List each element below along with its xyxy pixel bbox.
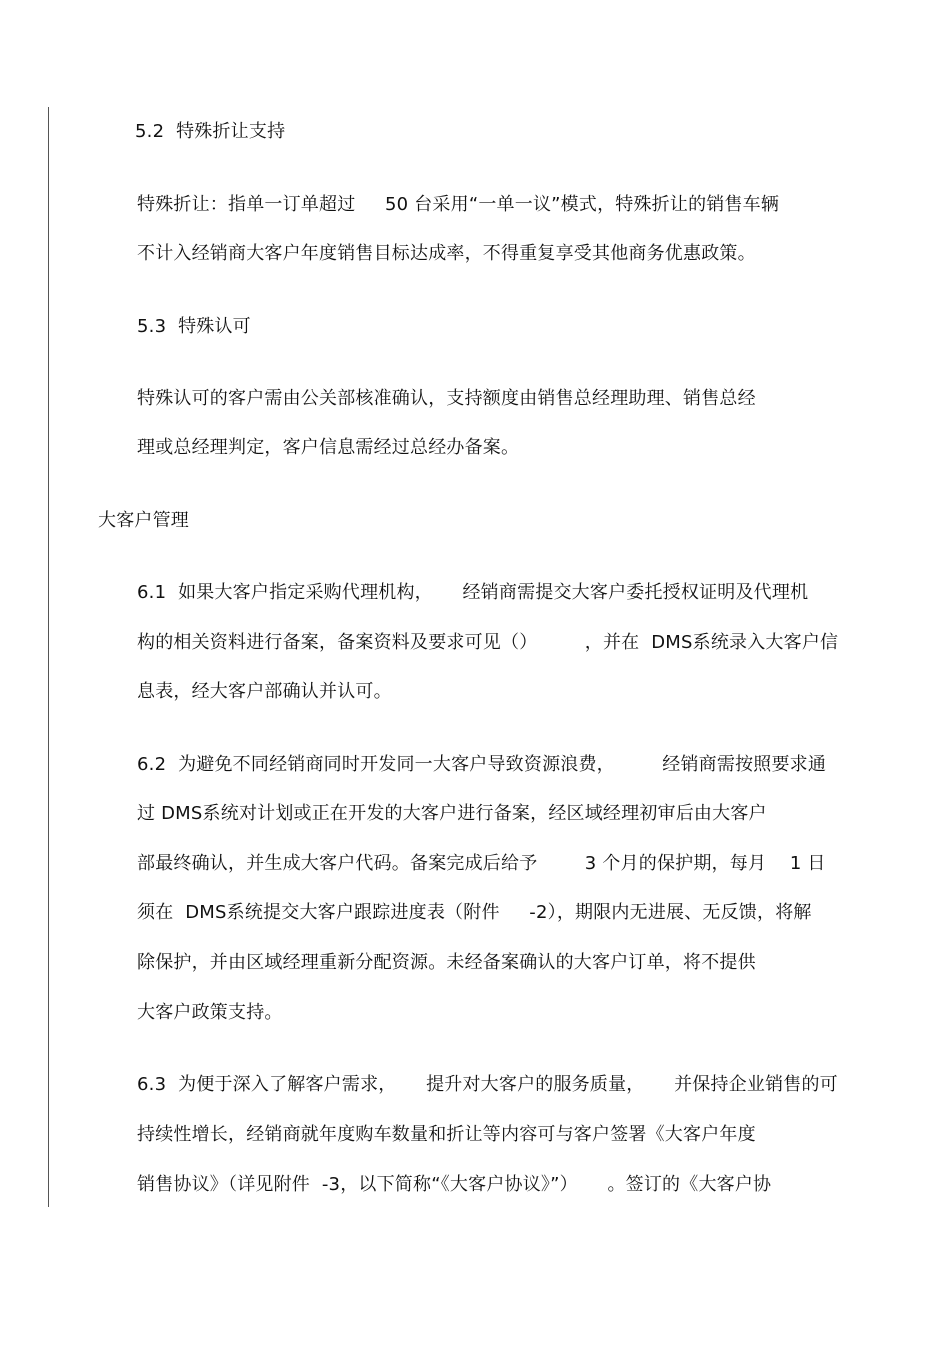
- paragraph-line: 持续性增长，经销商就年度购车数量和折让等内容可与客户签署《大客户年度: [137, 1124, 756, 1145]
- paragraph-line: 6.1 如果大客户指定采购代理机构， 经销商需提交大客户委托授权证明及代理机: [137, 582, 809, 603]
- section-heading-5-2: 5.2 特殊折让支持: [135, 121, 286, 142]
- paragraph-line: 须在 DMS系统提交大客户跟踪进度表（附件 -2），期限内无进展、无反馈，将解: [137, 902, 812, 923]
- paragraph-line: 除保护，并由区域经理重新分配资源。未经备案确认的大客户订单，将不提供: [137, 952, 756, 973]
- paragraph-line: 构的相关资料进行备案，备案资料及要求可见（） ，并在 DMS系统录入大客户信: [137, 632, 839, 653]
- paragraph-line: 6.3 为便于深入了解客户需求， 提升对大客户的服务质量， 并保持企业销售的可: [137, 1074, 838, 1095]
- paragraph-line: 大客户政策支持。: [137, 1002, 283, 1023]
- paragraph-line: 特殊折让：指单一订单超过 50 台采用“一单一议”模式，特殊折让的销售车辆: [137, 194, 780, 215]
- section-heading-5-3: 5.3 特殊认可: [137, 316, 251, 337]
- paragraph-line: 理或总经理判定，客户信息需经过总经办备案。: [137, 437, 520, 458]
- paragraph-line: 6.2 为避免不同经销商同时开发同一大客户导致资源浪费， 经销商需按照要求通: [137, 754, 827, 775]
- paragraph-line: 过 DMS系统对计划或正在开发的大客户进行备案，经区域经理初审后由大客户: [137, 803, 767, 824]
- margin-rule: [48, 107, 49, 1207]
- chapter-heading: 大客户管理: [98, 510, 189, 531]
- paragraph-line: 特殊认可的客户需由公关部核准确认，支持额度由销售总经理助理、销售总经: [137, 388, 756, 409]
- paragraph-line: 销售协议》（详见附件 -3，以下简称“《大客户协议》”） 。签订的《大客户协: [137, 1174, 772, 1195]
- paragraph-line: 不计入经销商大客户年度销售目标达成率，不得重复享受其他商务优惠政策。: [137, 243, 756, 264]
- paragraph-line: 息表，经大客户部确认并认可。: [137, 681, 392, 702]
- paragraph-line: 部最终确认，并生成大客户代码。备案完成后给予 3 个月的保护期，每月 1 日: [137, 853, 826, 874]
